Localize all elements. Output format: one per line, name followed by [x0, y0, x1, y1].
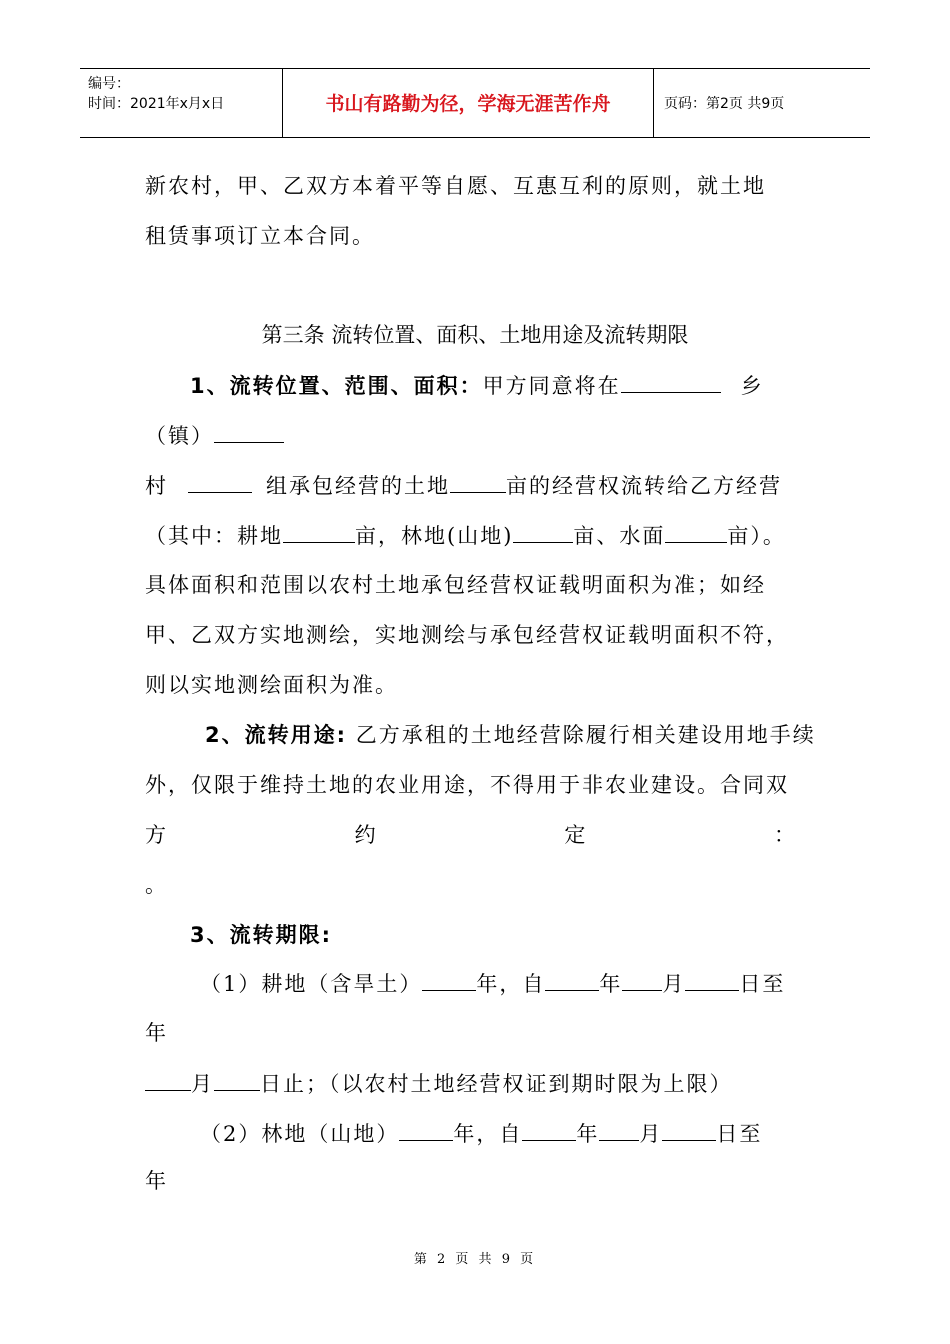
- section-3-label: 3、流转期限:: [190, 923, 333, 947]
- section-2-line: [205, 720, 816, 750]
- section-3-item-2: [200, 1118, 762, 1149]
- header-meta-cell: [80, 69, 283, 137]
- body-text: 月: [191, 1072, 214, 1096]
- fill-blank: [545, 968, 599, 991]
- body-line: 具体面积和范围以农村土地承包经营权证载明面积为准；如经: [145, 573, 766, 597]
- body-text: 日至: [739, 972, 786, 996]
- body-line: 外，仅限于维持土地的农业用途，不得用于非农业建设。合同双: [145, 773, 789, 797]
- body-text: 年: [599, 972, 623, 996]
- fill-blank: [621, 370, 721, 393]
- page-footer: 第 2 页 共 9 页: [413, 1252, 537, 1267]
- fill-blank: [665, 520, 727, 543]
- page-info: 页码：第2页 共9页: [664, 96, 785, 112]
- fill-blank: [622, 968, 662, 991]
- body-text: 约: [354, 823, 376, 847]
- body-line: 租赁事项订立本合同。: [145, 224, 375, 248]
- body-text: ：: [773, 823, 795, 847]
- body-line: 新农村，甲、乙双方本着平等自愿、互惠互利的原则，就土地: [145, 174, 766, 198]
- body-text: 村: [145, 474, 168, 498]
- justified-line: [145, 820, 795, 850]
- fill-blank: [599, 1118, 639, 1141]
- body-text: （1）耕地（含旱土）: [200, 972, 423, 996]
- body-line: 。: [145, 873, 168, 897]
- body-text: 亩的经营权流转给乙方经营: [506, 474, 782, 498]
- section-1-line: [145, 470, 782, 501]
- body-text: 月: [639, 1122, 663, 1146]
- article-title: 第三条 流转位置、面积、土地用途及流转期限: [261, 323, 689, 347]
- fill-blank: [145, 1068, 191, 1091]
- body-text: （2）林地（山地）: [200, 1122, 400, 1146]
- fill-blank: [214, 1068, 260, 1091]
- body-line: 则以实地测绘面积为准。: [145, 673, 398, 697]
- body-text: 亩、水面: [573, 524, 666, 548]
- body-text: 亩，林地(山地): [355, 524, 514, 548]
- fill-blank: [283, 520, 355, 543]
- body-text: 年: [576, 1122, 600, 1146]
- fill-blank: [450, 470, 506, 493]
- fill-blank: [662, 1118, 716, 1141]
- fill-blank: [214, 420, 284, 443]
- section-1-label: 1、流转位置、范围、面积：: [190, 374, 483, 398]
- header-page-cell: [654, 69, 870, 137]
- body-text: 年，自: [453, 1122, 523, 1146]
- body-text: 日至: [716, 1122, 763, 1146]
- section-3-item-1: [200, 968, 785, 999]
- body-text: 乙方承租的土地经营除履行相关建设用地手续: [355, 723, 816, 747]
- body-text: 亩）。: [727, 524, 786, 548]
- fill-blank: [685, 968, 739, 991]
- section-3-item-1-cont: [145, 1068, 733, 1099]
- header-motto-cell: [283, 69, 654, 137]
- fill-blank: [399, 1118, 453, 1141]
- body-text: （镇）: [145, 424, 214, 448]
- section-1-line: [145, 420, 284, 451]
- time-label: 时间：2021年x月x日: [88, 96, 225, 112]
- body-line: 甲、乙双方实地测绘，实地测绘与承包经营权证载明面积不符，: [145, 623, 789, 647]
- body-text: 定: [564, 823, 586, 847]
- document-header: [80, 68, 870, 138]
- body-text: （其中：耕地: [145, 524, 283, 548]
- fill-blank: [422, 968, 476, 991]
- body-text: 组承包经营的土地: [266, 474, 450, 498]
- number-label: 编号：: [88, 76, 130, 92]
- body-line: 年: [145, 1169, 168, 1193]
- section-1-line: [145, 520, 786, 551]
- section-2-label: 2、流转用途:: [205, 723, 348, 747]
- body-text: 日止；（以农村土地经营权证到期时限为上限）: [260, 1072, 733, 1096]
- body-line: 年: [145, 1021, 168, 1045]
- fill-blank: [513, 520, 573, 543]
- body-text: 方: [145, 823, 166, 847]
- fill-blank: [188, 470, 252, 493]
- body-text: 甲方同意将在: [482, 374, 621, 398]
- section-1-line: [190, 370, 764, 401]
- body-text: 年，自: [476, 972, 546, 996]
- fill-blank: [522, 1118, 576, 1141]
- body-text: 月: [662, 972, 686, 996]
- motto: 书山有路勤为径，学海无涯苦作舟: [325, 93, 611, 115]
- body-text: 乡: [740, 374, 764, 398]
